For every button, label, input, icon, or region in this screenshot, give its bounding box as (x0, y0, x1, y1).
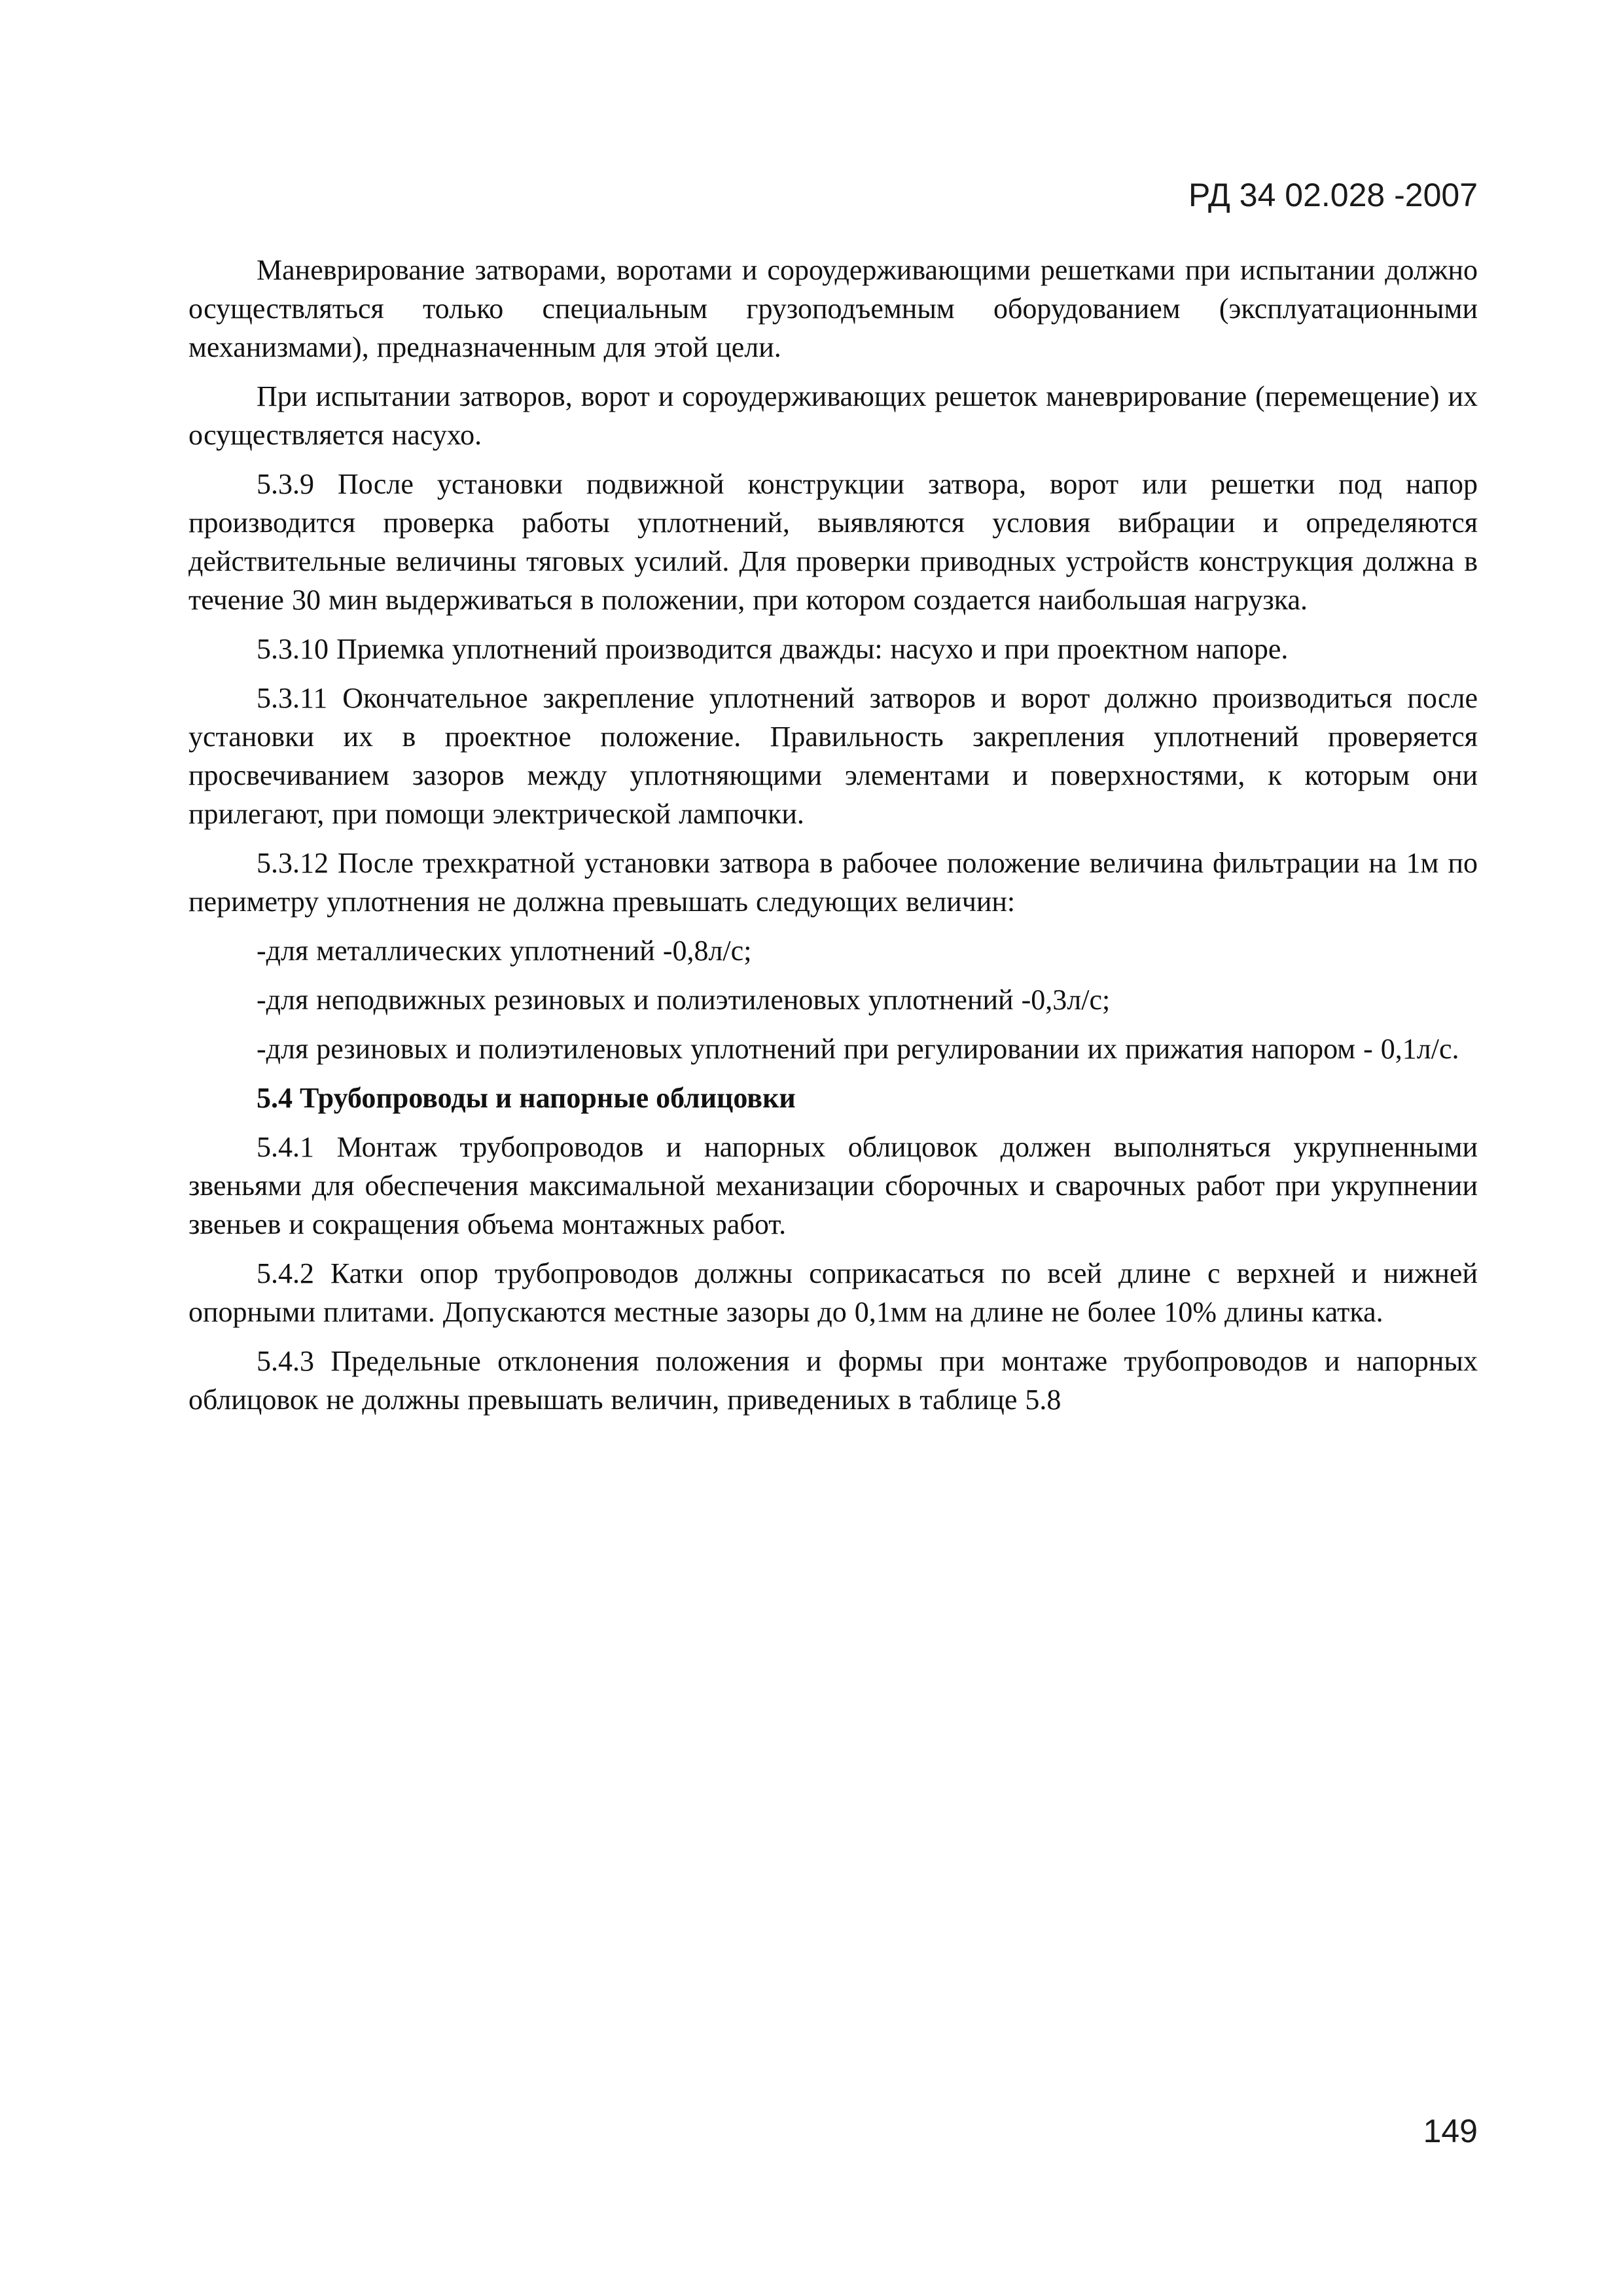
list-item-metal-seals: -для металлических уплотнений -0,8л/с; (257, 935, 752, 967)
document-code: РД 34 02.028 -2007 (1188, 177, 1478, 213)
paragraph-5-4-1: 5.4.1 Монтаж трубопроводов и напорных облицовок должен выполняться укрупненными звеньями для обеспечения максимальной механизации сборочных и сварочных работ при укрупнении звеньев и сокращения объема монтажных работ. (188, 1131, 1478, 1240)
page-number: 149 (1423, 2113, 1478, 2149)
paragraph-5-3-10: 5.3.10 Приемка уплотнений производится дважды: насухо и при проектном напоре. (257, 633, 1289, 665)
paragraph-gate-maneuvering: Маневрирование затворами, воротами и сороудерживающими решетками при испытании должно осуществляться только специальным грузоподъемным оборудованием (эксплуатационными механизмами), предназначенным для этой цели. (188, 254, 1478, 363)
list-item-fixed-rubber-seals: -для неподвижных резиновых и полиэтиленовых уплотнений -0,3л/с; (257, 984, 1111, 1016)
paragraph-5-4-2: 5.4.2 Катки опор трубопроводов должны соприкасаться по всей длине с верхней и нижней опорными плитами. Допускаются местные зазоры до 0,1мм на длине не более 10% длины катка. (188, 1257, 1478, 1328)
paragraph-5-3-9: 5.3.9 После установки подвижной конструкции затвора, ворот или решетки под напор производится проверка работы уплотнений, выявляются условия вибрации и определяются действительные величины тяговых усилий. Для проверки приводных устройств конструкция должна в течение 30 мин выдерживаться в положении, при котором создается наибольшая нагрузка. (188, 468, 1478, 616)
list-item-rubber-polyethylene-seals: -для резиновых и полиэтиленовых уплотнений при регулировании их прижатия напором - 0,1л/с. (257, 1033, 1459, 1065)
paragraph-dry-maneuvering: При испытании затворов, ворот и сороудерживающих решеток маневрирование (перемещение) их осуществляется насухо. (188, 380, 1478, 451)
section-heading-5-4: 5.4 Трубопроводы и напорные облицовки (257, 1082, 796, 1114)
paragraph-5-3-12: 5.3.12 После трехкратной установки затвора в рабочее положение величина фильтрации на 1м по периметру уплотнения не должна превышать следующих величин: (188, 847, 1478, 918)
paragraph-5-4-3: 5.4.3 Предельные отклонения положения и формы при монтаже трубопроводов и напорных облицовок не должны превышать величин, приведениых в таблице 5.8 (188, 1345, 1478, 1416)
paragraph-5-3-11: 5.3.11 Окончательное закрепление уплотнений затворов и ворот должно производиться после установки их в проектное положение. Правильность закрепления уплотнений проверяется просвечиванием зазоров между уплотняющими элементами и поверхностями, к которым они прилегают, при помощи электрической лампочки. (188, 682, 1478, 830)
document-body (188, 251, 1478, 1429)
